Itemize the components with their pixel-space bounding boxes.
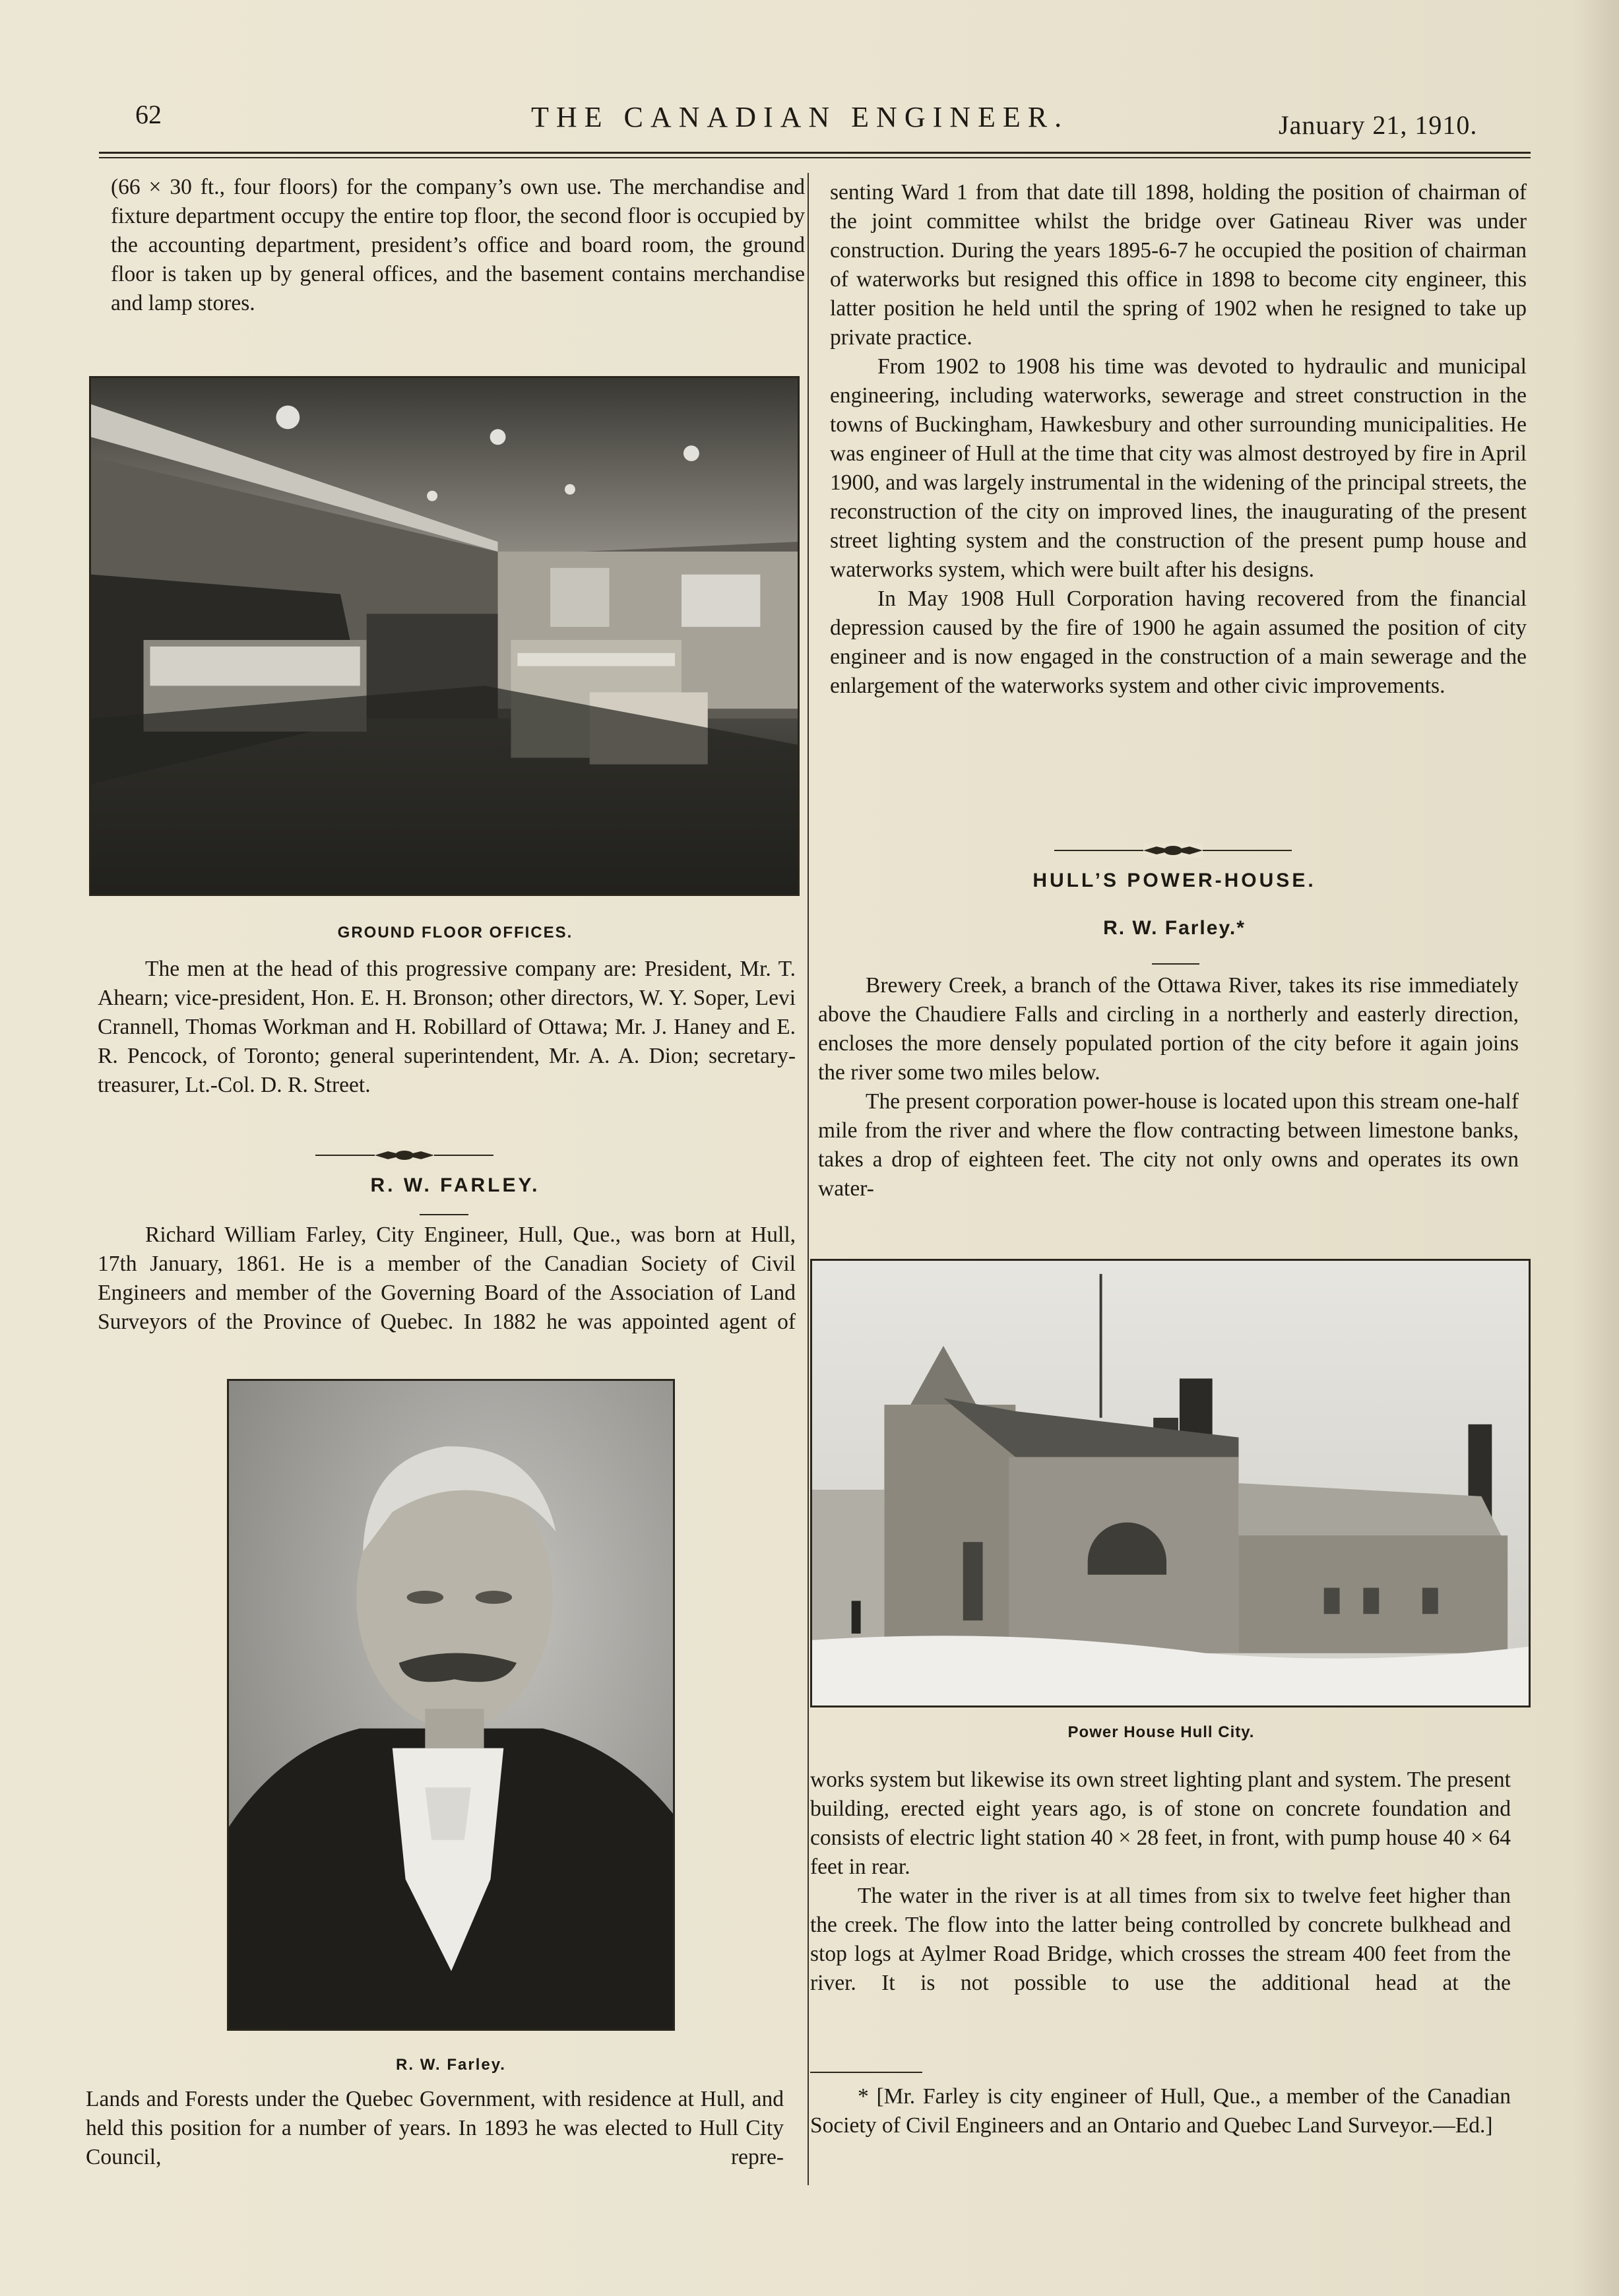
journal-title: THE CANADIAN ENGINEER. <box>531 101 1069 133</box>
power-house-caption: Power House Hull City. <box>1067 1723 1255 1741</box>
page-number: 62 <box>135 100 162 129</box>
power-house-photo <box>810 1259 1531 1707</box>
heading-rule <box>1152 963 1199 965</box>
article-heading: HULL’S POWER-HOUSE. <box>1032 870 1316 891</box>
biography-heading: R. W. FARLEY. <box>370 1174 540 1196</box>
article-continued: works system but likewise its own street lighting plant and system. The present building, erected eight years ago, is of stone on concrete foundation and consists of electric light station 40 × 28 feet, in front, with pump house 40 × 64 feet in rear. The water in the river is at all times from six to twelve feet higher than the creek. The flow into the latter being controlled by concrete bulkhead and stop logs at Aylmer Road Bridge, which crosses the stream 400 feet from the river. It is not possible to use the additional head at the <box>810 1768 1511 1995</box>
ornament-diamond-icon <box>375 1148 434 1163</box>
portrait-caption: R. W. Farley. <box>396 2056 506 2074</box>
office-interior-image <box>91 378 798 894</box>
issue-date: January 21, 1910. <box>1279 110 1478 140</box>
header-rule <box>99 157 1531 158</box>
footnote: * [Mr. Farley is city engineer of Hull, Que., a member of the Canadian Society of Civil Engineers and an Ontario and Quebec Land Surveyor.—Ed.] <box>810 2084 1511 2138</box>
officers-paragraph: The men at the head of this progressive company are: President, Mr. T. Ahearn; vice-president, Hon. E. H. Bronson; other directors, W. Y. Soper, Levi Crannell, Thomas Workman and H. Robillard of Ottawa; Mr. J. Haney and E. R. Pencock, of Toronto; general superintendent, Mr. A. A. Dion; secretary-treasurer, Lt.-Col. D. R. Street. <box>98 957 796 1097</box>
column-divider <box>808 173 809 2185</box>
section-ornament <box>315 1148 493 1163</box>
farley-portrait-photo <box>227 1379 675 2031</box>
section-ornament <box>1054 843 1292 858</box>
biography-continued: Lands and Forests under the Quebec Government, with residence at Hull, and held this position for a number of years. In 1893 he was elected to Hull City Council, repre- <box>86 2087 784 2169</box>
ornament-diamond-icon <box>1143 843 1203 858</box>
header-rule <box>99 152 1531 154</box>
office-photo-caption: GROUND FLOOR OFFICES. <box>337 924 573 941</box>
power-house-image <box>812 1261 1529 1706</box>
ground-floor-offices-photo <box>89 376 800 896</box>
heading-rule <box>420 1214 468 1215</box>
footnote-rule <box>810 2072 922 2073</box>
biography-paragraph: Richard William Farley, City Engineer, Hull, Que., was born at Hull, 17th January, 1861. He is a member of the Canadian Society of Civil Engineers and member of the Governing Board of the Association of Land Surveyors of the Province of Quebec. In 1882 he was appointed agent of <box>98 1223 796 1334</box>
article-opening: Brewery Creek, a branch of the Ottawa River, takes its rise immediately above the Chaudiere Falls and circling in a northerly and easterly direction, encloses the more densely populated portion of the city before it again joins the river some two miles below. The present corporation power-house is located upon this stream one-half mile from the river and where the flow contracting between limestone banks, takes a drop of eighteen feet. The city not only owns and operates its own water- <box>818 973 1519 1201</box>
portrait-image <box>229 1381 673 2029</box>
right-biography-text: senting Ward 1 from that date till 1898, holding the position of chairman of the joint committee whilst the bridge over Gatineau River was under construction. During the years 1895-6-7 he occupied the position of chairman of waterworks but resigned this office in 1898 to become city engineer, this latter position he held until the spring of 1902 when he resigned to take up private practice. From 1902 to 1908 his time was devoted to hydraulic and municipal engineering, including waterworks, sewerage and street construction in the towns of Buckingham, Hawkesbury and other surrounding municipalities. He was engineer of Hull at the time that city was almost destroyed by fire in April 1900, and was largely instrumental in the widening of the principal streets, the reconstruction of the city on improved lines, the inaugurating of the present street lighting system and the construction of the present pump house and waterworks system, which were built after his designs. In May 1908 Hull Corporation having recovered from the financial depression caused by the fire of 1900 he again assumed the position of city engineer and is now engaged in the construction of a main sewerage and the enlargement of the waterworks system and other civic improvements. <box>830 180 1527 698</box>
article-author: R. W. Farley.* <box>1103 917 1246 939</box>
intro-paragraph: (66 × 30 ft., four floors) for the company’s own use. The merchandise and fixture department occupy the entire top floor, the second floor is occupied by the accounting department, president’s office and board room, the ground floor is taken up by general offices, and the basement contains merchandise and lamp stores. <box>111 175 805 315</box>
